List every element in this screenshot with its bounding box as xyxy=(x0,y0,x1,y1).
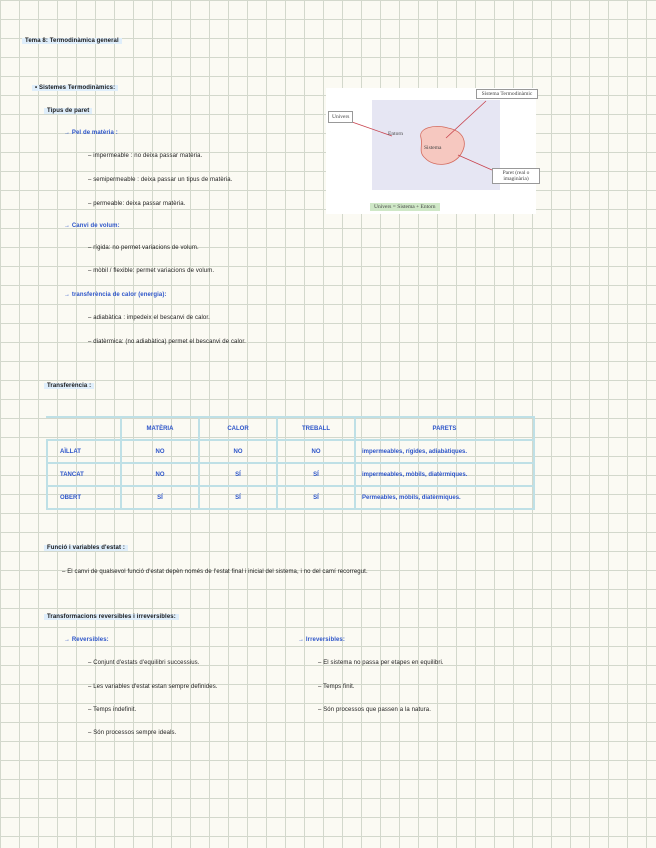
header-treball: TREBALL xyxy=(277,417,355,440)
item-permeable: – permeable: deixa passar matèria. xyxy=(88,201,186,207)
reversible-item: – Són processos sempre ideals. xyxy=(88,730,177,736)
subheading-irreversibles: → Irreversibles: xyxy=(298,637,345,643)
header-materia: MATÈRIA xyxy=(121,417,199,440)
table-row xyxy=(47,463,534,486)
label-entorn: Entorn xyxy=(388,131,403,137)
subheading-transferencia-calor: → transferència de calor (energia): xyxy=(64,292,167,298)
transfer-table xyxy=(46,416,535,510)
item-adiabatica: – adiabàtica : impedeix el bescanvi de calor. xyxy=(88,315,210,321)
reversible-item: – Les variables d'estat estan sempre definides. xyxy=(88,684,218,690)
table-header-row xyxy=(47,417,534,440)
label-formula: Univers = Sistema + Entorn xyxy=(370,203,440,211)
label-paret: Paret (real o imaginària) xyxy=(492,168,540,184)
irreversible-item: – Temps finit. xyxy=(318,684,355,690)
cell-materia: NO xyxy=(121,440,199,463)
sistema-pointer xyxy=(446,101,486,138)
heading-transformacions: Transformacions reversibles i irreversibles: xyxy=(44,614,179,620)
table-corner xyxy=(47,417,121,440)
header-calor: CALOR xyxy=(199,417,277,440)
item-semipermeable: – semipermeable : deixa passar un tipus de matèria. xyxy=(88,177,233,183)
subheading-canvi-volum: → Canvi de volum: xyxy=(64,223,120,229)
diagram-lines xyxy=(326,88,536,214)
heading-tipus-paret: Tipus de paret xyxy=(44,108,92,114)
univers-diagram xyxy=(326,88,536,214)
univers-pointer xyxy=(352,122,392,136)
label-univers: Univers xyxy=(328,111,353,123)
label-sistema-termodinamic: Sistema Termodinàmic xyxy=(476,89,538,99)
cell-treball: SÍ xyxy=(277,463,355,486)
item-rigida: – rígida: no permet variacions de volum. xyxy=(88,245,199,251)
reversible-item: – Temps indefinit. xyxy=(88,707,137,713)
label-sistema: Sistema xyxy=(424,145,442,151)
row-label: OBERT xyxy=(47,486,121,509)
cell-treball: NO xyxy=(277,440,355,463)
header-parets: PARETS xyxy=(355,417,534,440)
paret-pointer xyxy=(458,155,492,170)
cell-calor: SÍ xyxy=(199,463,277,486)
irreversible-item: – El sistema no passa per etapes en equilibri. xyxy=(318,660,444,666)
heading-funcio-estat: Funció i variables d'estat : xyxy=(44,545,128,551)
item-diatermica: – diatèrmica: (no adiabàtica) permet el bescanvi de calor. xyxy=(88,339,246,345)
section-sistemes: • Sistemes Termodinàmics: xyxy=(32,85,118,91)
row-label: AÏLLAT xyxy=(47,440,121,463)
cell-calor: SÍ xyxy=(199,486,277,509)
table-row xyxy=(47,440,534,463)
page-title: Tema 8: Termodinàmica general xyxy=(22,38,122,44)
cell-parets: impermeables, mòbils, diatèrmiques. xyxy=(355,463,534,486)
cell-materia: SÍ xyxy=(121,486,199,509)
cell-calor: NO xyxy=(199,440,277,463)
row-label: TANCAT xyxy=(47,463,121,486)
cell-treball: SÍ xyxy=(277,486,355,509)
irreversible-item: – Són processos que passen a la natura. xyxy=(318,707,431,713)
heading-transferencia: Transferència : xyxy=(44,383,94,389)
cell-materia: NO xyxy=(121,463,199,486)
table-row xyxy=(47,486,534,509)
item-mobil: – mòbil / flexible: permet variacions de volum. xyxy=(88,268,215,274)
subheading-per-materia: → Pel de matèria : xyxy=(64,130,118,136)
subheading-reversibles: → Reversibles: xyxy=(64,637,109,643)
item-impermeable: – impermeable : no deixa passar matèria. xyxy=(88,153,203,159)
cell-parets: impermeables, rígides, adiabàtiques. xyxy=(355,440,534,463)
reversible-item: – Conjunt d'estats d'equilibri successius. xyxy=(88,660,200,666)
funcio-text: – El canvi de qualsevol funció d'estat depèn només de l'estat final i inicial del sistema, i no del camí recorregut. xyxy=(62,569,368,575)
cell-parets: Permeables, mòbils, diatèrmiques. xyxy=(355,486,534,509)
